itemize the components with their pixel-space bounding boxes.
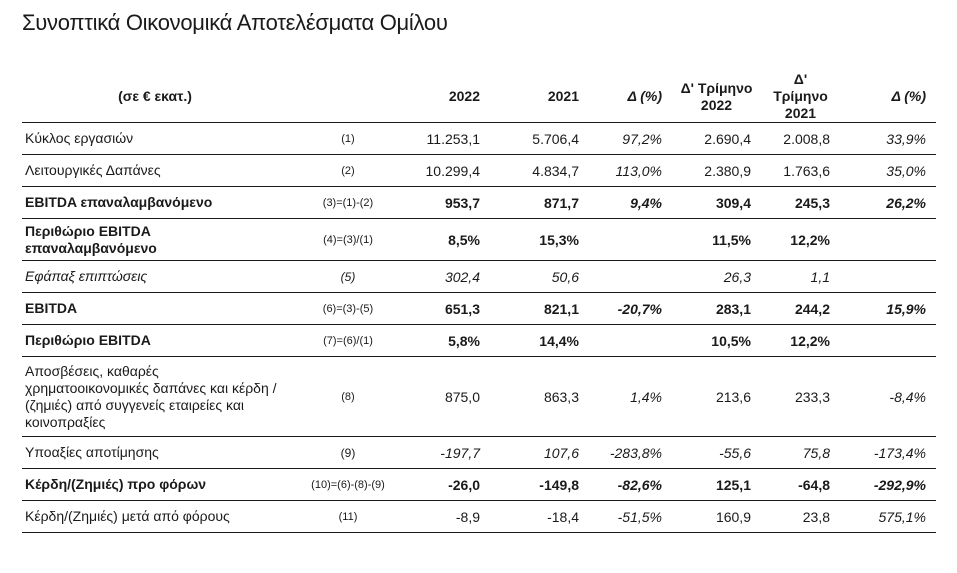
value-2021: 5.706,4 [532,130,579,147]
table-header-row [22,71,936,123]
delta-quarter: -292,9% [873,476,926,493]
value-q4-2021: 2.008,8 [783,130,830,147]
table-row [22,219,936,261]
row-label: Περιθώριο EBITDA [25,332,151,348]
row-label: EBITDA [25,300,78,316]
table-row [22,155,936,187]
value-q4-2021: 12,2% [790,231,830,248]
row-ref: (11) [338,510,358,523]
delta-quarter: -8,4% [889,388,926,405]
value-2021: 50,6 [551,268,579,285]
value-2022: -197,7 [440,444,480,461]
value-q4-2021: -64,8 [798,476,830,493]
value-q4-2021: 23,8 [802,508,830,525]
value-2022: 651,3 [444,300,480,317]
delta-year: -82,6% [617,476,662,493]
value-2021: 107,6 [543,444,579,461]
delta-quarter: 575,1% [878,508,926,525]
value-2022: 8,5% [448,231,480,248]
row-label: EBITDA επαναλαμβανόμενο [25,194,213,210]
header-ref [288,71,408,123]
delta-quarter: 33,9% [886,130,926,147]
delta-quarter: 26,2% [886,194,926,211]
table-row [22,357,936,437]
delta-year: -51,5% [617,508,662,525]
value-q4-2021: 1,1 [810,268,830,285]
table-row [22,293,936,325]
delta-year: 1,4% [630,388,662,405]
value-q4-2021: 244,2 [794,300,830,317]
value-q4-2022: 10,5% [711,332,751,349]
value-q4-2022: 125,1 [715,476,751,493]
financial-results-table [22,71,936,533]
value-2022: 5,8% [448,332,480,349]
delta-quarter [840,219,936,261]
value-2021: 14,4% [539,332,579,349]
header-delta-quarter: Δ (%) [891,88,926,104]
table-row [22,187,936,219]
value-2022: 10.299,4 [425,162,480,179]
value-q4-2021: 75,8 [802,444,830,461]
value-q4-2022: 213,6 [715,388,751,405]
row-label: Λειτουργικές Δαπάνες [25,162,161,178]
value-q4-2022: 2.690,4 [704,130,751,147]
table-row [22,261,936,293]
header-2021: 2021 [547,88,579,104]
row-ref: (2) [341,164,355,177]
value-q4-2022: -55,6 [719,444,751,461]
delta-year [589,219,672,261]
delta-year: 9,4% [630,194,662,211]
delta-year: -20,7% [617,300,662,317]
page-title: Συνοπτικά Οικονομικά Αποτελέσματα Ομίλου [22,10,448,35]
row-ref: (6)=(3)-(5) [322,302,374,315]
value-2021: -18,4 [547,508,579,525]
value-q4-2022: 2.380,9 [704,162,751,179]
row-label: Περιθώριο EBITDA επαναλαμβανόμενο [25,222,157,256]
value-2021: 871,7 [543,194,579,211]
header-q4-2022: Δ' Τρίμηνο 2022 [680,79,753,113]
row-ref: (9) [340,445,356,460]
table-row [22,325,936,357]
value-2022: 302,4 [444,268,480,285]
delta-year: 97,2% [622,130,662,147]
row-ref: (8) [341,390,355,403]
table-row [22,123,936,155]
delta-quarter: 15,9% [886,300,926,317]
table-row [22,437,936,469]
delta-year [589,325,672,357]
row-label: Κέρδη/(Ζημιές) μετά από φόρους [25,508,230,524]
header-delta-year: Δ (%) [627,88,662,104]
delta-year: 113,0% [615,162,662,179]
row-ref: (4)=(3)/(1) [323,233,373,246]
value-2022: -8,9 [455,508,480,525]
row-ref: (10)=(6)-(8)-(9) [311,478,385,491]
row-label: Αποσβέσεις, καθαρές χρηματοοικονομικές δαπάνες και κέρδη / (ζημιές) από συγγενείς εταιρείες και κοινοπραξίες [25,362,277,430]
header-2022: 2022 [448,88,480,104]
value-2021: 821,1 [543,300,579,317]
value-2021: 4.834,7 [532,162,579,179]
delta-quarter: -173,4% [873,444,926,461]
delta-year [589,261,672,293]
value-2022: -26,0 [448,476,480,493]
value-q4-2022: 309,4 [715,194,751,211]
row-ref: (3)=(1)-(2) [322,196,374,209]
row-label: Εφάπαξ επιπτώσεις [25,268,148,284]
row-ref: (5) [340,269,356,284]
value-q4-2022: 11,5% [712,231,751,248]
row-ref: (1) [341,132,355,145]
value-2021: -149,8 [539,476,579,493]
header-units: (σε € εκατ.) [118,88,192,104]
value-q4-2021: 1.763,6 [783,162,830,179]
table-row [22,501,936,533]
delta-quarter [840,325,936,357]
header-q4-2021: Δ' Τρίμηνο 2021 [773,71,828,121]
value-2022: 875,0 [444,388,480,405]
value-2022: 11.253,1 [426,130,480,147]
row-label: Υποαξίες αποτίμησης [25,444,159,460]
value-q4-2022: 26,3 [723,268,751,285]
value-2021: 15,3% [539,231,579,248]
value-q4-2022: 283,1 [715,300,751,317]
value-2021: 863,3 [543,388,579,405]
row-label: Κέρδη/(Ζημιές) προ φόρων [25,476,207,492]
value-2022: 953,7 [444,194,480,211]
row-label: Κύκλος εργασιών [25,130,134,146]
value-q4-2022: 160,9 [715,508,751,525]
value-q4-2021: 12,2% [790,332,830,349]
row-ref: (7)=(6)/(1) [323,334,373,347]
delta-quarter: 35,0% [886,162,926,179]
table-row [22,469,936,501]
value-q4-2021: 245,3 [794,194,830,211]
value-q4-2021: 233,3 [794,388,830,405]
delta-year: -283,8% [609,444,662,461]
delta-quarter [840,261,936,293]
